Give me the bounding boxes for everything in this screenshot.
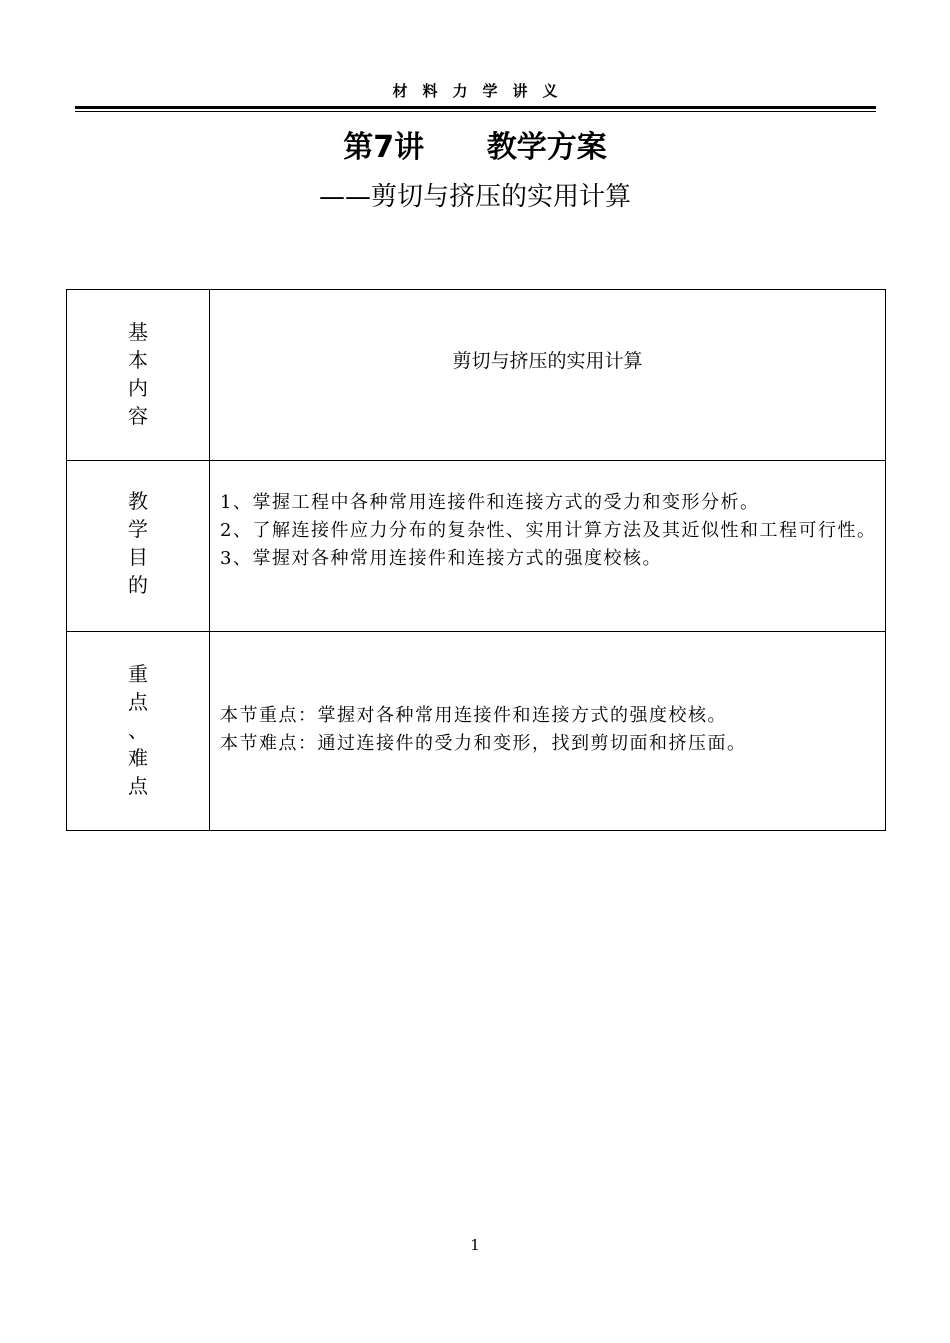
difficult-point-text: 本节难点：通过连接件的受力和变形，找到剪切面和挤压面。: [220, 733, 747, 754]
key-points-label-cell: [67, 632, 210, 831]
key-points-label: [67, 632, 209, 800]
lecture-subtitle: ——剪切与挤压的实用计算: [318, 182, 631, 212]
teaching-goals-label: [67, 461, 209, 599]
label-char: 点: [128, 690, 148, 714]
teaching-goals-list: [210, 461, 885, 573]
label-char: 基: [128, 320, 148, 344]
teaching-goals-label-cell: [67, 461, 210, 632]
label-char: 目: [128, 545, 148, 569]
label-char: 点: [128, 774, 148, 798]
label-char: 教: [128, 489, 148, 513]
goal-item: 3、掌握对各种常用连接件和连接方式的强度校核。: [220, 548, 662, 569]
teaching-plan-table: [66, 289, 886, 831]
key-points-content: [210, 632, 885, 758]
label-char: 容: [128, 404, 148, 428]
basic-content-label-cell: [67, 290, 210, 461]
label-char: 难: [128, 746, 148, 770]
running-header: 材料力学讲义: [392, 82, 573, 100]
label-char: 学: [128, 517, 148, 541]
label-char: 重: [128, 662, 148, 686]
page-number: 1: [470, 1236, 480, 1254]
row-key-difficult-points: [67, 632, 886, 831]
row-teaching-goals: [67, 461, 886, 632]
header-rule-thin: [75, 111, 876, 112]
basic-content-text: 剪切与挤压的实用计算: [452, 350, 643, 372]
lecture-title: 第7讲 教学方案: [343, 130, 607, 165]
label-char: 内: [128, 376, 148, 400]
label-char: 、: [128, 718, 148, 742]
row-basic-content: [67, 290, 886, 461]
header-rule-thick: [75, 106, 876, 109]
key-point-text: 本节重点：掌握对各种常用连接件和连接方式的强度校核。: [220, 705, 727, 726]
key-points-cell: [210, 632, 886, 831]
label-char: 的: [128, 573, 148, 597]
basic-content-label: [67, 290, 209, 430]
label-char: 本: [128, 348, 148, 372]
goal-item: 2、了解连接件应力分布的复杂性、实用计算方法及其近似性和工程可行性。: [220, 520, 877, 541]
goal-item: 1、掌握工程中各种常用连接件和连接方式的受力和变形分析。: [220, 492, 760, 513]
teaching-goals-cell: [210, 461, 886, 632]
basic-content-cell: [210, 290, 886, 461]
